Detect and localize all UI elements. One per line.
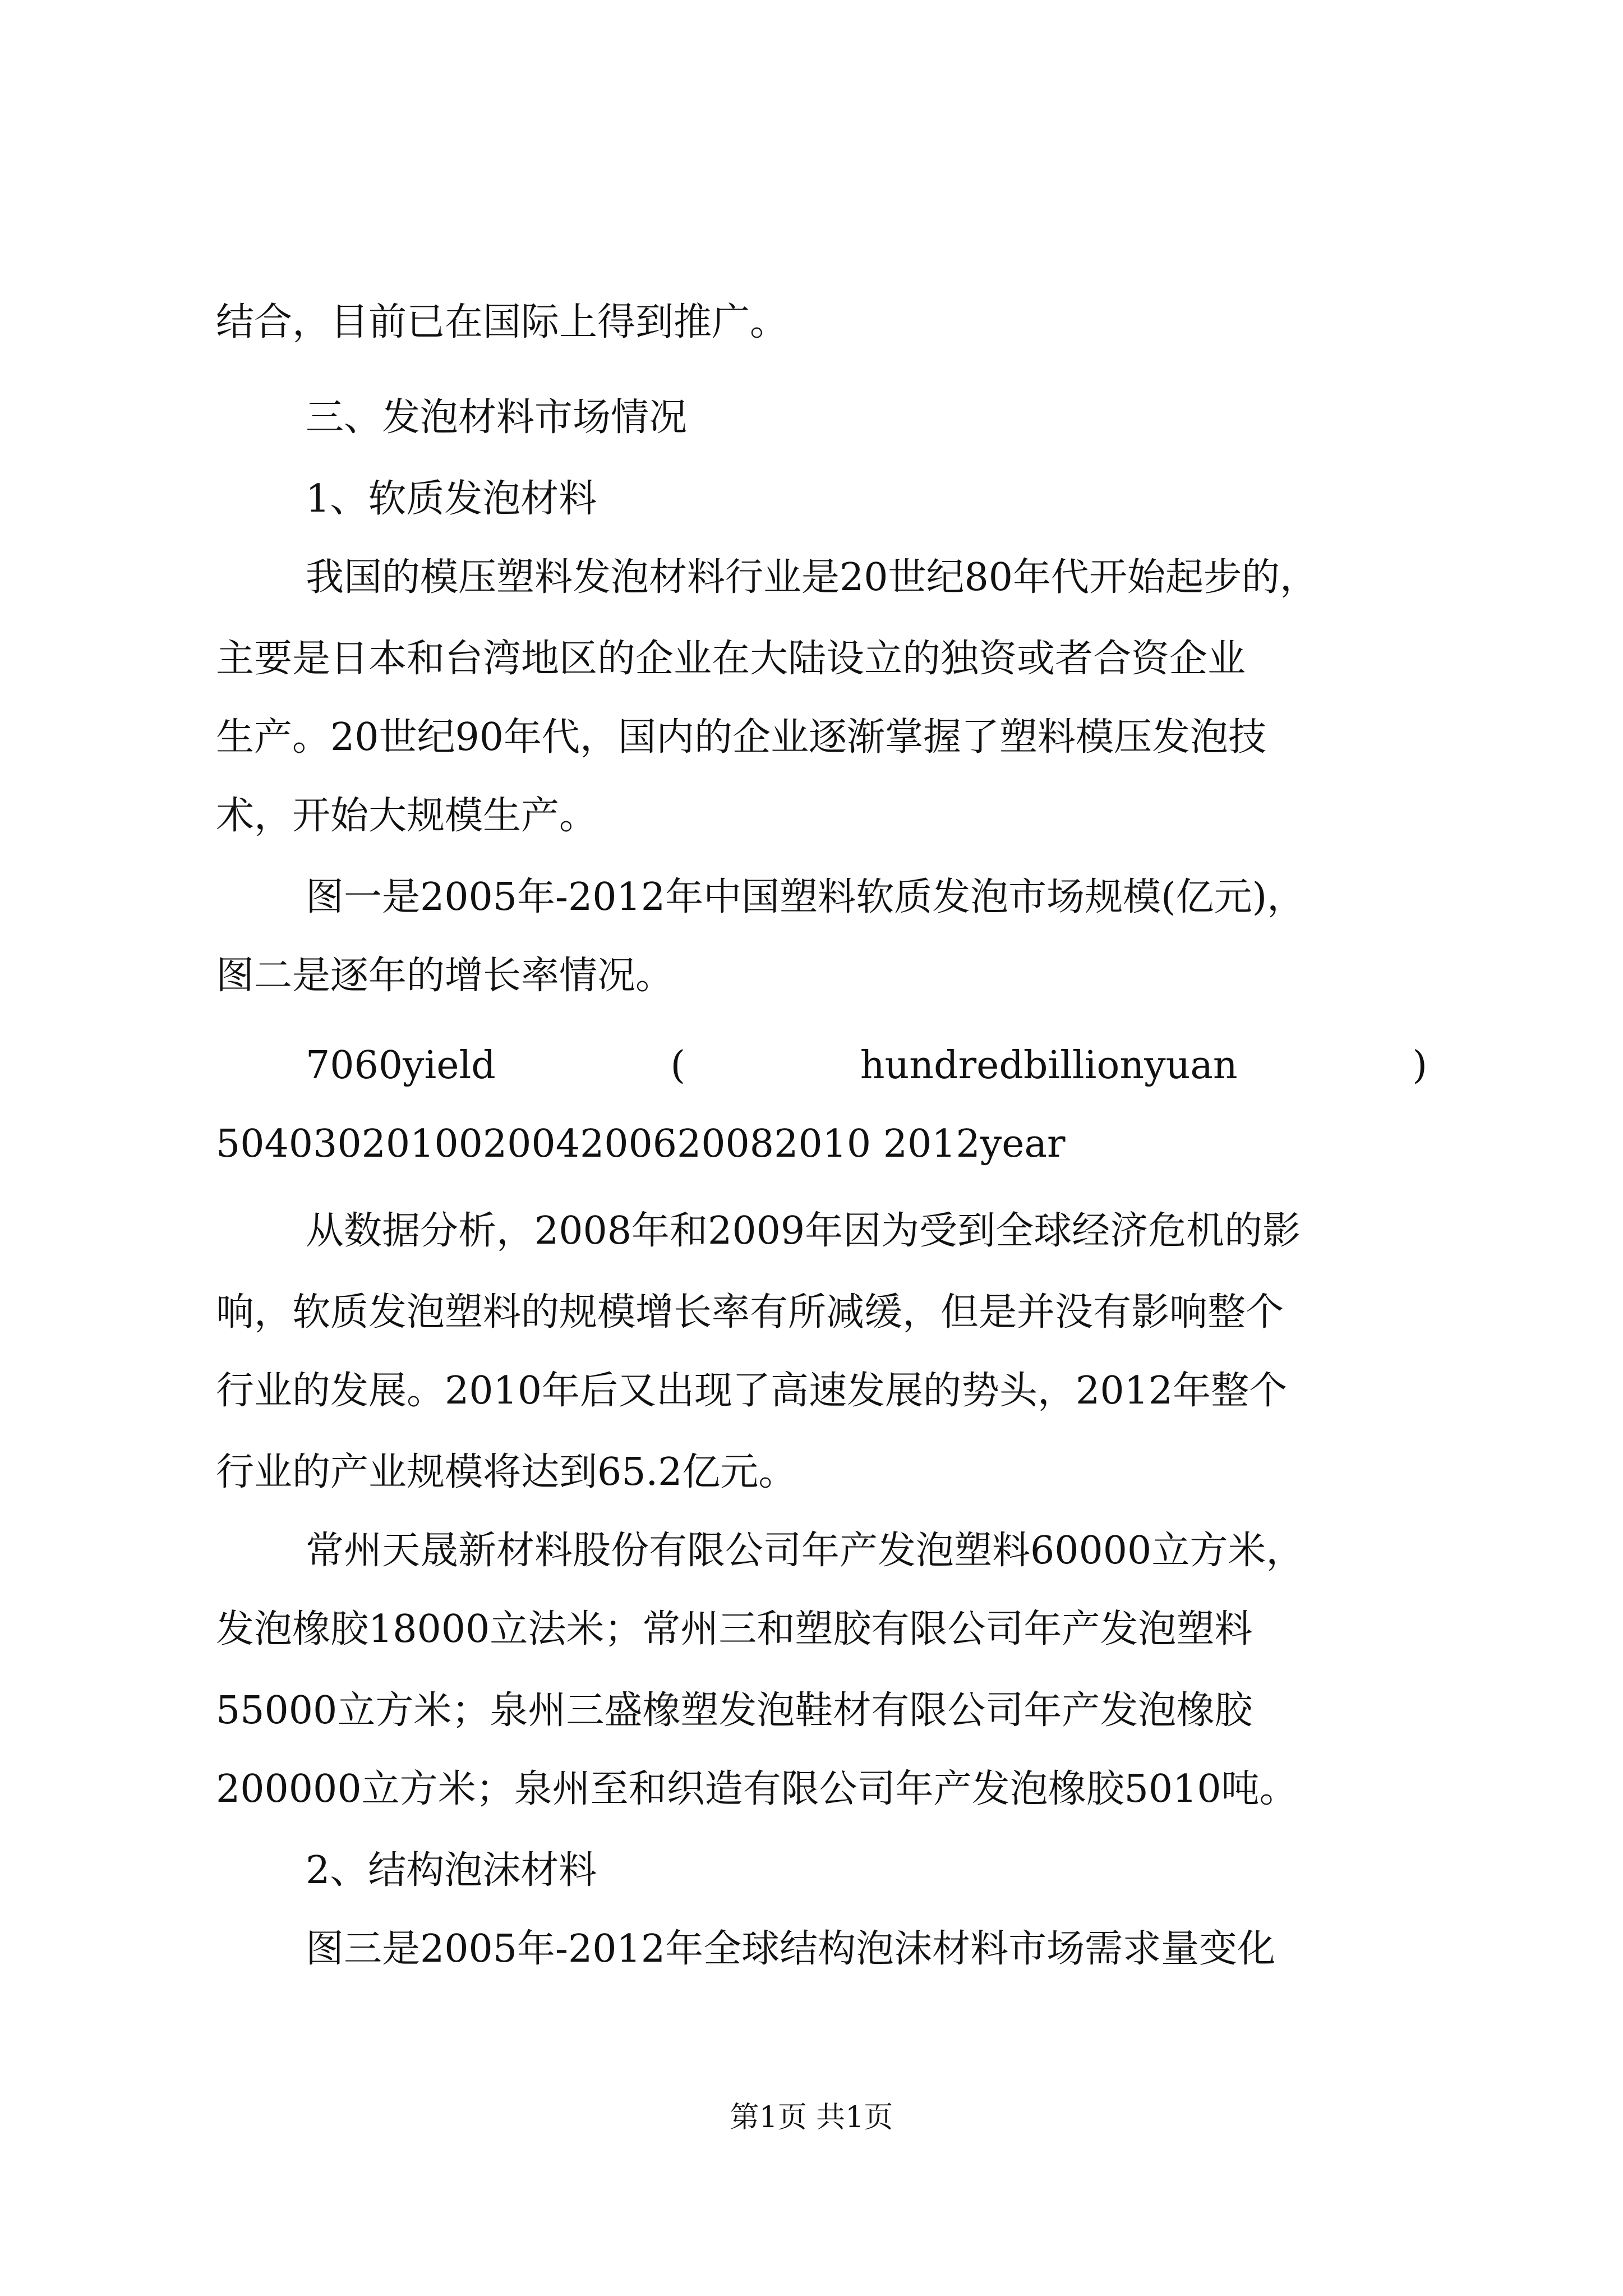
paragraph-line: 行业的产业规模将达到65.2亿元。 bbox=[216, 1450, 797, 1494]
chart-residue-line-1 bbox=[306, 1041, 1427, 1091]
chart-text-unit: hundredbillionyuan bbox=[860, 1043, 1238, 1088]
paragraph-line: 结合，目前已在国际上得到推广。 bbox=[216, 300, 789, 344]
chart-residue-line-2: 504030201002004200620082010 2012year bbox=[216, 1122, 1066, 1166]
paragraph-line: 响，软质发泡塑料的规模增长率有所减缓，但是并没有影响整个 bbox=[216, 1290, 1284, 1335]
chart-text-close-paren: ) bbox=[1412, 1043, 1427, 1088]
paragraph-line: 发泡橡胶18000立法米；常州三和塑胶有限公司年产发泡塑料 bbox=[216, 1607, 1253, 1651]
page-footer: 第1页 共1页 bbox=[730, 2101, 893, 2134]
subsection-heading: 1、软质发泡材料 bbox=[306, 477, 597, 521]
paragraph-line: 我国的模压塑料发泡材料行业是20世纪80年代开始起步的， bbox=[306, 555, 1318, 600]
paragraph-line: 200000立方米；泉州至和织造有限公司年产发泡橡胶5010吨。 bbox=[216, 1767, 1298, 1811]
paragraph-line: 55000立方米；泉州三盛橡塑发泡鞋材有限公司年产发泡橡胶 bbox=[216, 1688, 1253, 1733]
paragraph-line: 从数据分析，2008年和2009年因为受到全球经济危机的影 bbox=[306, 1209, 1301, 1253]
paragraph-line: 图二是逐年的增长率情况。 bbox=[216, 954, 674, 998]
paragraph-line: 图三是2005年-2012年全球结构泡沫材料市场需求量变化 bbox=[306, 1927, 1276, 1971]
paragraph-line: 术，开始大规模生产。 bbox=[216, 794, 598, 838]
paragraph-line: 图一是2005年-2012年中国塑料软质发泡市场规模(亿元)， bbox=[306, 875, 1306, 919]
section-heading: 三、发泡材料市场情况 bbox=[306, 395, 688, 440]
paragraph-line: 主要是日本和台湾地区的企业在大陆设立的独资或者合资企业 bbox=[216, 637, 1246, 681]
chart-text-yield: 7060yield bbox=[306, 1043, 496, 1088]
paragraph-line: 行业的发展。2010年后又出现了高速发展的势头，2012年整个 bbox=[216, 1369, 1288, 1413]
chart-text-open-paren: ( bbox=[670, 1043, 685, 1088]
paragraph-line: 生产。20世纪90年代，国内的企业逐渐掌握了塑料模压发泡技 bbox=[216, 715, 1267, 760]
paragraph-line: 常州天晟新材料股份有限公司年产发泡塑料60000立方米， bbox=[306, 1529, 1304, 1573]
subsection-heading: 2、结构泡沫材料 bbox=[306, 1848, 597, 1893]
